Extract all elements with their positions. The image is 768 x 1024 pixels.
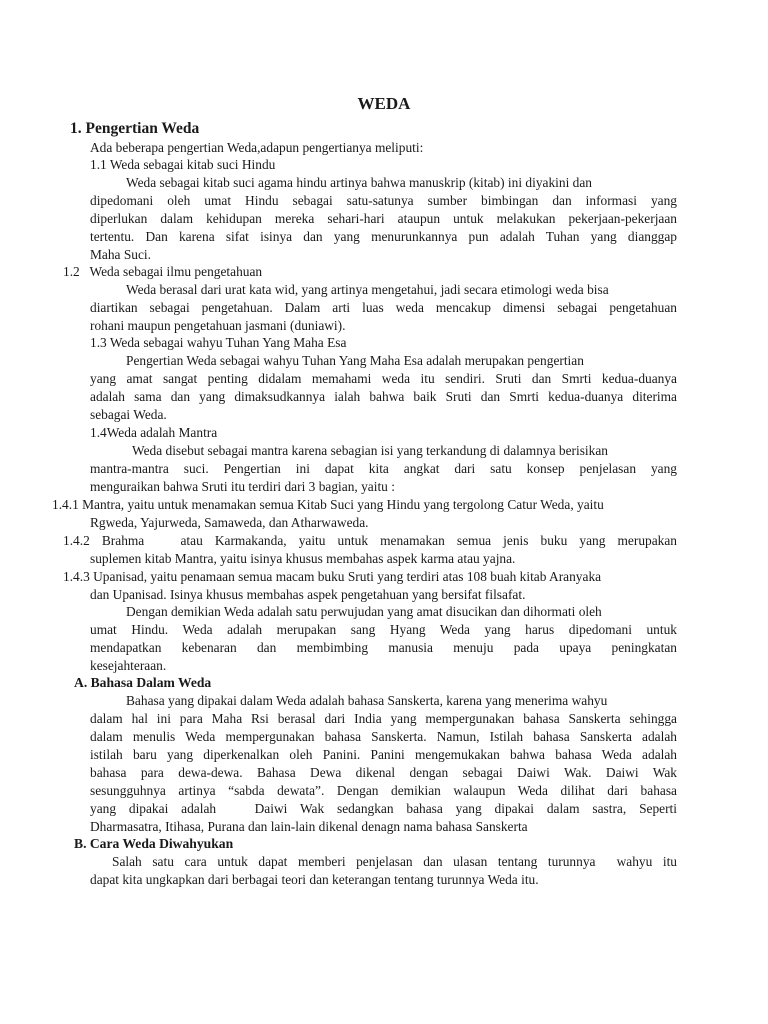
- section-heading-bahasa: A. Bahasa Dalam Weda: [74, 675, 212, 690]
- paragraph-line: Pengertian Weda sebagai wahyu Tuhan Yang Maha Esa adalah merupakan pengertian: [126, 353, 584, 368]
- paragraph-line: mendapatkan kebenaran dan membimbing manusia menuju pada upaya peningkatan: [90, 640, 677, 655]
- paragraph-line: sebagai Weda.: [90, 407, 167, 422]
- paragraph-line: menguraikan bahwa Sruti itu terdiri dari 3 bagian, yaitu :: [90, 479, 395, 494]
- paragraph-line: Weda berasal dari urat kata wid, yang artinya mengetahui, jadi secara etimologi weda bisa: [126, 282, 609, 297]
- paragraph-line: Weda disebut sebagai mantra karena sebagian isi yang terkandung di dalamnya berisikan: [132, 443, 608, 458]
- paragraph-line: dalam menulis Weda mempergunakan bahasa Sanskerta. Namun, Istilah bahasa Sanskerta adalah: [90, 729, 677, 744]
- list-item-1-4-1: 1.4.1 Mantra, yaitu untuk menamakan semua Kitab Suci yang Hindu yang tergolong Catur Weda, yaitu: [52, 497, 604, 512]
- list-item-1-4-3: 1.4.3 Upanisad, yaitu penamaan semua macam buku Sruti yang terdiri atas 108 buah kitab Aranyaka: [63, 569, 602, 584]
- subheading-1-3: 1.3 Weda sebagai wahyu Tuhan Yang Maha Esa: [90, 335, 347, 350]
- subheading-1-4: 1.4Weda adalah Mantra: [90, 425, 218, 440]
- paragraph-line: yang dipakai adalah Daiwi Wak sedangkan bahasa yang dipakai dalam sastra, Seperti: [90, 801, 677, 816]
- list-item-continuation: suplemen kitab Mantra, yaitu isinya khusus membahas aspek karma atau yajna.: [90, 551, 516, 566]
- paragraph-line: istilah baru yang diperkenalkan oleh Panini. Panini mengemukakan bahwa bahasa Weda adalah: [90, 747, 677, 762]
- paragraph-line: Bahasa yang dipakai dalam Weda adalah bahasa Sanskerta, karena yang menerima wahyu: [126, 693, 608, 708]
- intro-text: Ada beberapa pengertian Weda,adapun pengertianya meliputi:: [90, 140, 424, 155]
- paragraph-line: diartikan sebagai pengetahuan. Dalam arti luas weda mencakup dimensi sebagai pengetahuan: [90, 300, 677, 315]
- paragraph-line: Maha Suci.: [90, 247, 151, 262]
- paragraph-line: adalah sama dan yang dimaksudkannya ialah bahwa baik Sruti dan Smrti kedua-duanya diterima: [90, 389, 677, 404]
- subheading-1-1: 1.1 Weda sebagai kitab suci Hindu: [90, 157, 276, 172]
- paragraph-line: kesejahteraan.: [90, 658, 167, 673]
- paragraph-line: yang amat sangat penting didalam memahami weda itu sendiri. Sruti dan Smrti kedua-duanya: [90, 371, 677, 386]
- document-title: WEDA: [357, 94, 411, 113]
- paragraph-line: bahasa para dewa-dewa. Bahasa Dewa dikenal dengan sebagai Daiwi Wak. Daiwi Wak: [90, 765, 677, 780]
- list-item-continuation: Rgweda, Yajurweda, Samaweda, dan Atharwaweda.: [90, 515, 369, 530]
- paragraph-line: Dharmasatra, Itihasa, Purana dan lain-lain dikenal denagn nama bahasa Sanskerta: [90, 819, 528, 834]
- paragraph-line: dapat kita ungkapkan dari berbagai teori dan keterangan tentang turunnya Weda itu.: [90, 872, 539, 887]
- paragraph-line: dalam hal ini para Maha Rsi berasal dari India yang mempergunakan bahasa Sanskerta sehingga: [90, 711, 677, 726]
- section-heading-cara: B. Cara Weda Diwahyukan: [74, 836, 234, 851]
- subheading-1-2: 1.2 Weda sebagai ilmu pengetahuan: [63, 264, 263, 279]
- paragraph-line: dipedomani oleh umat Hindu sebagai satu-satunya sumber bimbingan dan informasi yang: [90, 193, 677, 208]
- list-item-1-4-2: 1.4.2 Brahma atau Karmakanda, yaitu untuk menamakan semua jenis buku yang merupakan: [63, 533, 677, 548]
- section-heading-pengertian: 1. Pengertian Weda: [70, 120, 200, 137]
- list-item-continuation: dan Upanisad. Isinya khusus membahas aspek pengetahuan yang bersifat filsafat.: [90, 587, 526, 602]
- paragraph-line: rohani maupun pengetahuan jasmani (duniawi).: [90, 318, 346, 333]
- paragraph-line: umat Hindu. Weda adalah merupakan sang Hyang Weda yang harus dipedomani untuk: [90, 622, 677, 637]
- paragraph-line: mantra-mantra suci. Pengertian ini dapat kita angkat dari satu konsep penjelasan yang: [90, 461, 677, 476]
- paragraph-line: sesungguhnya artinya “sabda dewata”. Dengan demikian walaupun Weda dilihat dari bahasa: [90, 783, 677, 798]
- paragraph-line: Salah satu cara untuk dapat memberi penjelasan dan ulasan tentang turunnya wahyu itu: [112, 854, 677, 869]
- paragraph-line: Dengan demikian Weda adalah satu perwujudan yang amat disucikan dan dihormati oleh: [126, 604, 602, 619]
- paragraph-line: diperlukan dalam kehidupan mereka sehari-hari ataupun untuk melakukan pekerjaan-pekerjaan: [90, 211, 677, 226]
- paragraph-line: tertentu. Dan karena sifat isinya dan yang menurunkannya pun adalah Tuhan yang dianggap: [90, 229, 677, 244]
- paragraph-line: Weda sebagai kitab suci agama hindu artinya bahwa manuskrip (kitab) ini diyakini dan: [126, 175, 592, 190]
